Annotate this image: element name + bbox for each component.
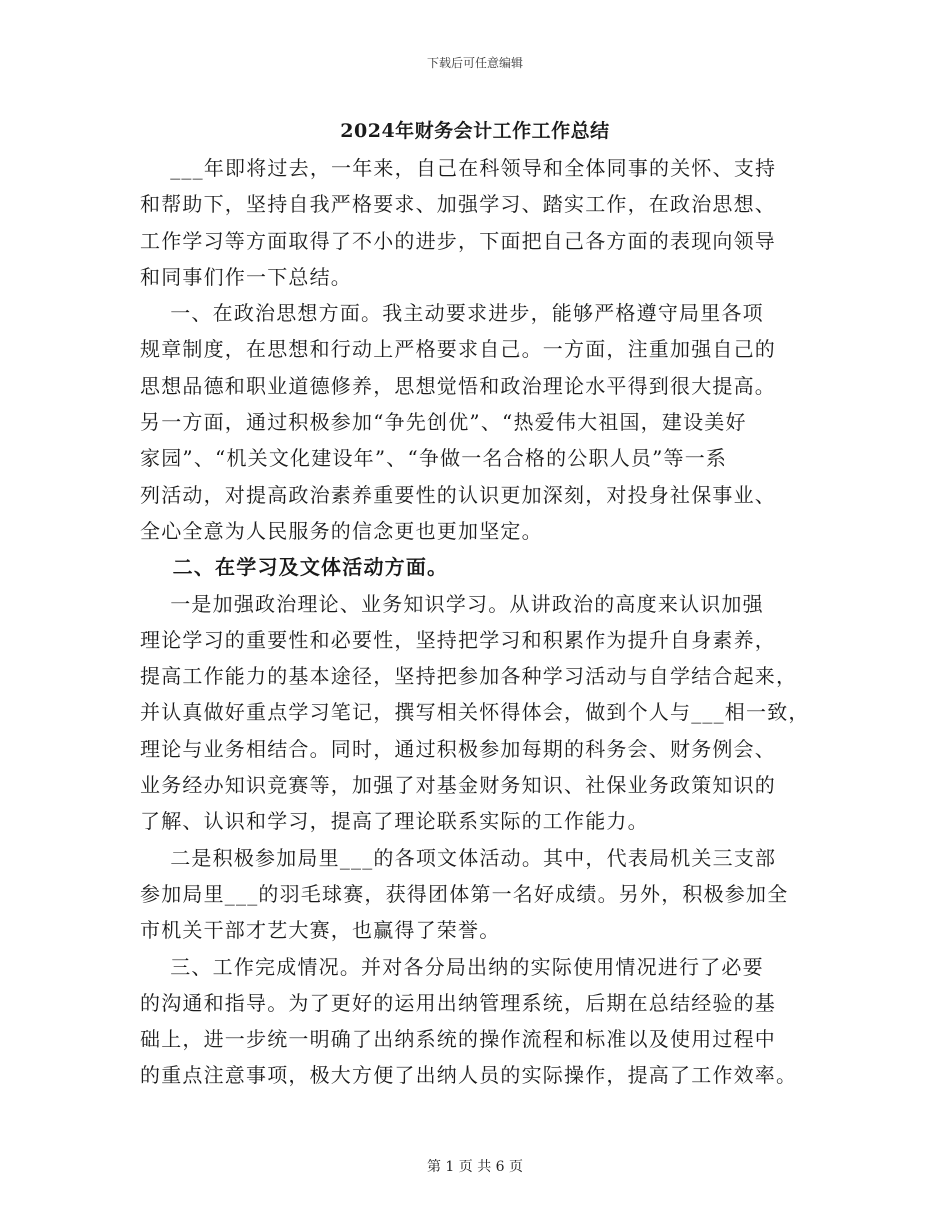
body-line: 一、在政治思想方面。我主动要求进步，能够严格遵守局里各项	[140, 301, 764, 326]
body-line: 提高工作能力的基本途径，坚持把参加各种学习活动与自学结合起来，	[140, 664, 798, 689]
body-line: ___年即将过去，一年来，自己在科领导和全体同事的关怀、支持	[140, 156, 777, 180]
body-line: 家园”、“机关文化建设年”、“争做一名合格的公职人员”等一系	[140, 446, 728, 471]
body-line: 的沟通和指导。为了更好的运用出纳管理系统，后期在总结经验的基	[140, 990, 776, 1015]
body-line: 列活动，对提高政治素养重要性的认识更加深刻，对投身社保事业、	[140, 482, 776, 507]
document-body	[140, 150, 812, 1094]
document-title: 2024年财务会计工作工作总结	[340, 120, 610, 142]
body-line: 理论与业务相结合。同时，通过积极参加每期的科务会、财务例会、	[140, 736, 776, 761]
body-line: 工作学习等方面取得了不小的进步，下面把自己各方面的表现向领导	[140, 228, 776, 253]
body-line: 市机关干部才艺大赛，也赢得了荣誉。	[140, 918, 501, 943]
body-line: 并认真做好重点学习笔记，撰写相关怀得体会，做到个人与___相一致，	[140, 700, 810, 725]
body-line: 另一方面，通过积极参加“争先创优”、“热爱伟大祖国，建设美好	[140, 410, 747, 435]
body-line: 业务经办知识竞赛等，加强了对基金财务知识、社保业务政策知识的	[140, 773, 776, 798]
body-line: 础上，进一步统一明确了出纳系统的操作流程和标准以及使用过程中	[140, 1027, 776, 1052]
body-line: 三、工作完成情况。并对各分局出纳的实际使用情况进行了必要	[140, 954, 764, 979]
body-line: 全心全意为人民服务的信念更也更加坚定。	[140, 518, 543, 543]
body-line: 二是积极参加局里___的各项文体活动。其中，代表局机关三支部	[140, 845, 777, 870]
body-line: 和帮助下，坚持自我严格要求、加强学习、踏实工作，在政治思想、	[140, 192, 776, 217]
body-line: 参加局里___的羽毛球赛，获得团体第一名好成绩。另外，积极参加全	[140, 881, 789, 906]
section-heading: 二、在学习及文体活动方面。	[140, 555, 449, 580]
page-footer: 第 1 页 共 6 页	[426, 1159, 524, 1175]
body-line: 规章制度，在思想和行动上严格要求自己。一方面，注重加强自己的	[140, 337, 776, 362]
header-note: 下载后可任意编辑	[426, 56, 523, 70]
body-line: 了解、认识和学习，提高了理论联系实际的工作能力。	[140, 809, 649, 834]
body-line: 和同事们作一下总结。	[140, 264, 352, 289]
body-line: 一是加强政治理论、业务知识学习。从讲政治的高度来认识加强	[140, 591, 764, 616]
body-line: 思想品德和职业道德修养，思想觉悟和政治理论水平得到很大提高。	[140, 373, 776, 398]
body-line: 理论学习的重要性和必要性，坚持把学习和积累作为提升自身素养，	[140, 627, 776, 652]
body-line: 的重点注意事项，极大方便了出纳人员的实际操作，提高了工作效率。	[140, 1063, 798, 1088]
